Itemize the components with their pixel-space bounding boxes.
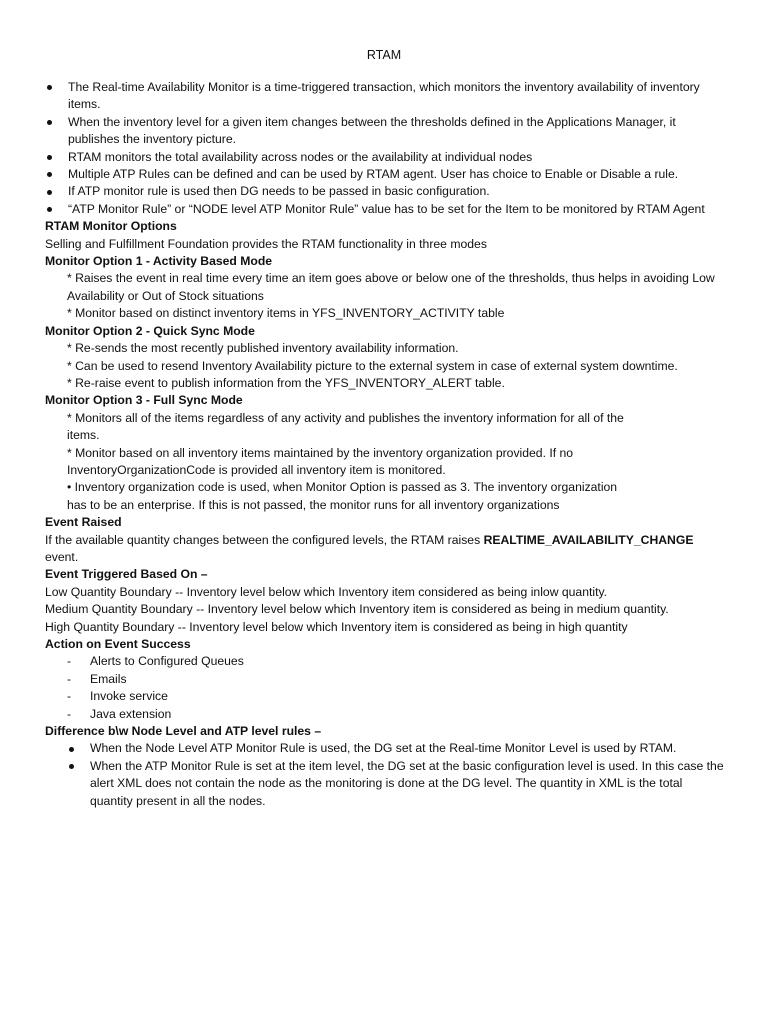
- intro-bullet: When the inventory level for a given item changes between the thresholds defined in the Applications Manager, it publishes the inventory picture.: [45, 114, 725, 149]
- intro-bullet: The Real-time Availability Monitor is a time-triggered transaction, which monitors the inventory availability of inventory items.: [45, 79, 725, 114]
- monitor-options-text: Selling and Fulfillment Foundation provides the RTAM functionality in three modes: [45, 236, 487, 251]
- difference-bullet: When the ATP Monitor Rule is set at the item level, the DG set at the basic configuration level is used. In this case the alert XML does not contain the node as the monitoring is done at the DG level. The quantity in XML is the total quantity present in all the nodes.: [67, 758, 725, 810]
- option3-line: • Inventory organization code is used, when Monitor Option is passed as 3. The inventory organization has to be an enterprise. If this is not passed, the monitor runs for all inventory organizations: [67, 480, 618, 512]
- option1-line: * Monitor based on distinct inventory items in YFS_INVENTORY_ACTIVITY table: [67, 306, 505, 321]
- event-raised-text-after: event.: [45, 549, 79, 564]
- event-name: REALTIME_AVAILABILITY_CHANGE: [483, 532, 694, 547]
- difference-bullet-list: [67, 740, 725, 810]
- intro-bullet: “ATP Monitor Rule” or “NODE level ATP Monitor Rule” value has to be set for the Item to be monitored by RTAM Agent: [45, 201, 725, 218]
- action-list: [45, 653, 725, 723]
- option1-heading: Monitor Option 1 - Activity Based Mode: [45, 254, 273, 269]
- action-item: - Invoke service: [45, 688, 725, 705]
- option3-line: * Monitors all of the items regardless of any activity and publishes the inventory information for all of the items.: [67, 410, 624, 443]
- intro-bullet: If ATP monitor rule is used then DG needs to be passed in basic configuration.: [45, 183, 725, 200]
- difference-heading: Difference b\w Node Level and ATP level rules –: [45, 724, 322, 739]
- boundary-line: Medium Quantity Boundary -- Inventory level below which Inventory item is considered as being in medium quantity.: [45, 602, 669, 617]
- document-body: [45, 79, 725, 810]
- intro-bullet: RTAM monitors the total availability across nodes or the availability at individual nodes: [45, 149, 725, 166]
- action-item: - Java extension: [45, 706, 725, 723]
- option2-line: * Re-sends the most recently published inventory availability information.: [67, 341, 459, 356]
- intro-bullet: Multiple ATP Rules can be defined and can be used by RTAM agent. User has choice to Enable or Disable a rule.: [45, 166, 725, 183]
- event-triggered-heading: Event Triggered Based On –: [45, 567, 208, 582]
- difference-bullet: When the Node Level ATP Monitor Rule is used, the DG set at the Real-time Monitor Level is used by RTAM.: [67, 740, 725, 757]
- action-item: - Alerts to Configured Queues: [45, 653, 725, 670]
- event-raised-text-before: If the available quantity changes between the configured levels, the RTAM raises: [45, 532, 484, 547]
- option2-heading: Monitor Option 2 - Quick Sync Mode: [45, 323, 255, 338]
- intro-bullet-list: [45, 79, 725, 218]
- option3-line: * Monitor based on all inventory items maintained by the inventory organization provided. If no InventoryOrganizationCode is provided all inventory item is monitored.: [67, 445, 574, 477]
- document-title: RTAM: [366, 48, 402, 62]
- action-item: - Emails: [45, 671, 725, 688]
- option1-line: * Raises the event in real time every time an item goes above or below one of the thresholds, thus helps in avoiding Low Availability or Out of Stock situations: [67, 271, 715, 303]
- boundary-line: Low Quantity Boundary -- Inventory level below which Inventory item considered as being inlow quantity.: [45, 584, 608, 599]
- option3-heading: Monitor Option 3 - Full Sync Mode: [45, 393, 243, 408]
- boundary-line: High Quantity Boundary -- Inventory level below which Inventory item is considered as being in high quantity: [45, 619, 628, 634]
- action-success-heading: Action on Event Success: [45, 637, 191, 651]
- option2-line: * Can be used to resend Inventory Availability picture to the external system in case of external system downtime.: [67, 358, 678, 373]
- option2-line: * Re-raise event to publish information from the YFS_INVENTORY_ALERT table.: [67, 375, 505, 390]
- event-raised-text: [45, 532, 725, 567]
- monitor-options-heading: RTAM Monitor Options: [45, 219, 177, 234]
- event-raised-heading: Event Raised: [45, 515, 122, 530]
